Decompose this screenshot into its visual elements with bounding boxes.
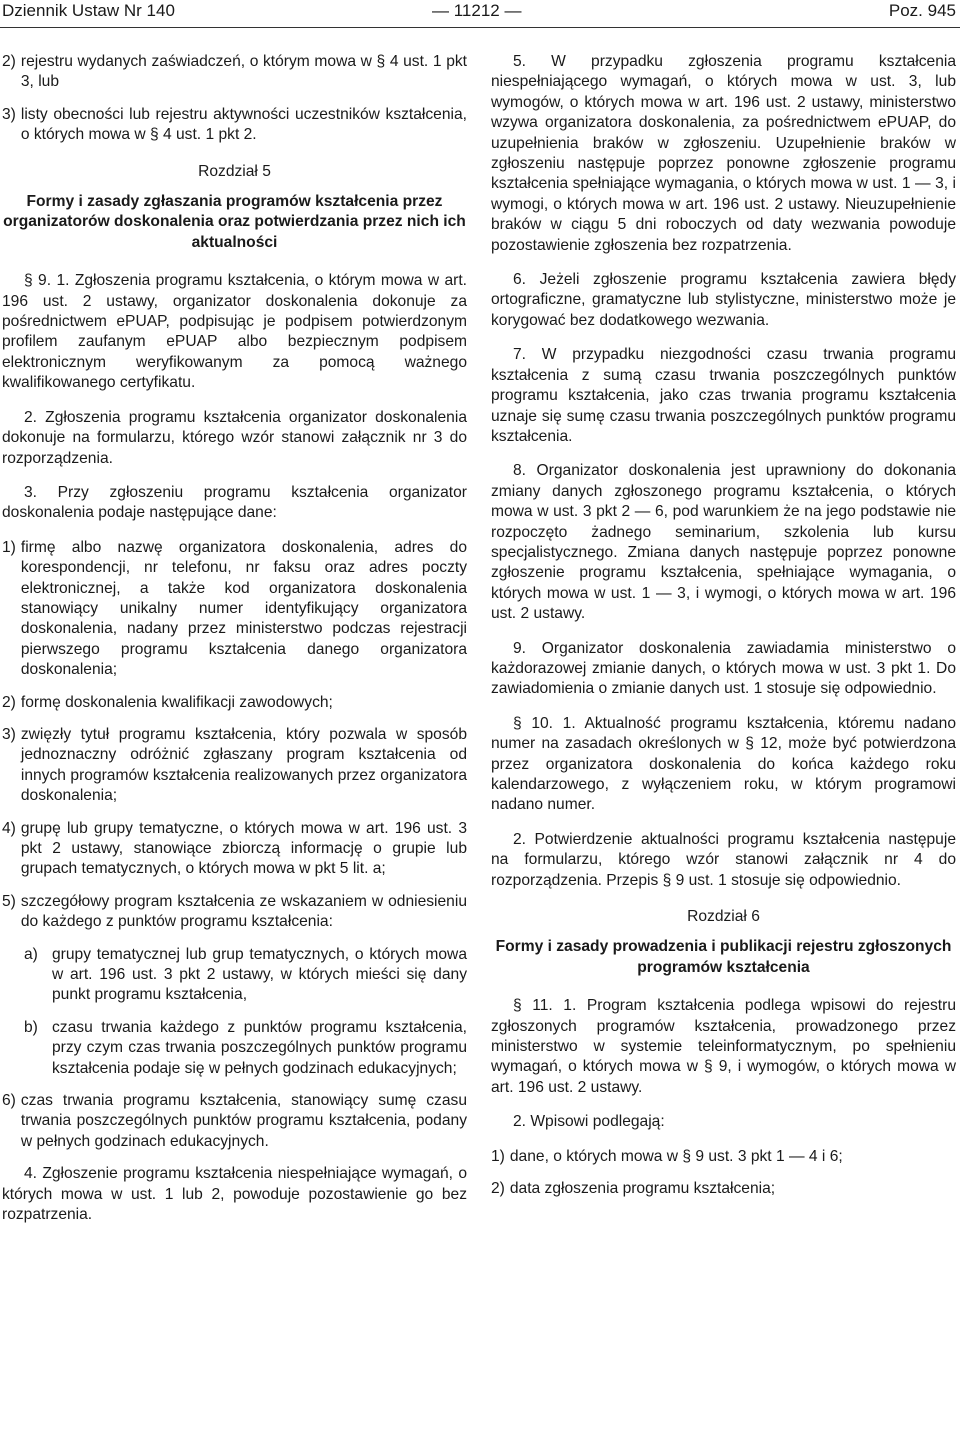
item-number: 5) xyxy=(2,892,16,910)
item-number: 6) xyxy=(2,1092,16,1110)
paragraph-9-8: 8. Organizator doskonalenia jest uprawniony do dokonania zmiany danych zgłoszonego programu kształcenia, o których mowa w ust. 3 pkt 2 — 6, pod warunkiem że na jego podstawie nie rozpoczęto żadnego seminarium, szkolenia lub kursu specjalistycznego. Zmiana danych następuje poprzez ponowne zgłoszenie programu kształcenia, spełniające wymagania, o których mowa w ust. 1 — 3, i wymogi, o których mowa w art. 196 ust. 2 ustawy. xyxy=(491,462,956,623)
list-item xyxy=(2,725,467,807)
sub-item-text: grupy tematycznej lub grup tematycznych, o których mowa w art. 196 ust. 3 pkt 2 ustawy, w których mieści się dany punkt programu kształcenia, xyxy=(52,945,467,1004)
chapter-6-label: Rozdział 6 xyxy=(687,908,760,926)
left-column xyxy=(2,52,467,1240)
paragraph-9-5: 5. W przypadku zgłoszenia programu kształcenia niespełniającego wymagań, o których mowa w ust. 3, lub wymogów, o których mowa w art. 196 ust. 2 ustawy, ministerstwo wzywa organizatora doskonalenia, za pośrednictwem ePUAP, do uzupełnienia braków w zgłoszeniu. Uzupełnienie braków w zgłoszeniu następuje poprzez ponowne zgłoszenie programu kształcenia spełniające wymagania, o których mowa w ust. 1 — 3, i wymogi, o których mowa w art. 196 ust. 2 ustawy. Nieuzupełnienie braków w ciągu 5 dni roboczych od daty wezwania powoduje pozostawienie zgłoszenia bez rozpatrzenia. xyxy=(491,53,956,254)
chapter-5-title: Formy i zasady zgłaszania programów kształcenia przez organizatorów doskonalenia oraz potwierdzania przez nich ich aktualności xyxy=(3,193,466,251)
page-number: — 11212 — xyxy=(432,1,522,20)
header-rule xyxy=(0,27,960,28)
paragraph-9-2: 2. Zgłoszenia programu kształcenia organizator doskonalenia dokonuje na formularzu, którego wzór stanowi załącznik nr 3 do rozporządzenia. xyxy=(2,408,467,467)
list-item xyxy=(491,1179,956,1199)
item-number: 3) xyxy=(2,105,16,123)
paragraph-9-6: 6. Jeżeli zgłoszenie programu kształcenia zawiera błędy ortograficzne, gramatyczne lub stylistyczne, ministerstwo może je korygować bez dodatkowego wezwania. xyxy=(491,271,956,329)
sub-list-item xyxy=(24,1018,467,1079)
chapter-6-title: Formy i zasady prowadzenia i publikacji rejestru zgłoszonych programów kształcenia xyxy=(495,938,952,976)
page-header xyxy=(0,0,960,26)
sub-list-item xyxy=(24,945,467,1006)
paragraph-9-9: 9. Organizator doskonalenia zawiadamia ministerstwo o każdorazowej zmianie danych, o których mowa w ust. 3 pkt 1. Do zawiadomienia o zmianie danych ust. 1 stosuje się odpowiednio. xyxy=(491,639,956,698)
item-number: 4) xyxy=(2,819,16,837)
list-item xyxy=(2,819,467,880)
item-text: czas trwania programu kształcenia, stanowiący sumę czasu trwania poszczególnych punktów programu kształcenia, podany w pełnych godzinach edukacyjnych. xyxy=(20,1092,467,1150)
item-text: grupę lub grupy tematyczne, o których mowa w art. 196 ust. 3 pkt 2 ustawy, stanowiące zbiorczą informację o grupie lub grupach tematycznych, o których mowa w pkt 5 lit. a; xyxy=(20,819,467,878)
item-text: data zgłoszenia programu kształcenia; xyxy=(509,1180,776,1198)
paragraph-10-2: 2. Potwierdzenie aktualności programu kształcenia następuje na formularzu, którego wzór stanowi załącznik nr 4 do rozporządzenia. Przepis § 9 ust. 1 stosuje się odpowiednio. xyxy=(491,830,956,889)
list-item xyxy=(2,693,467,713)
item-number: 2) xyxy=(491,1180,505,1198)
item-text: dane, o których mowa w § 9 ust. 3 pkt 1 — 4 i 6; xyxy=(509,1147,843,1165)
list-item xyxy=(2,538,467,681)
list-item xyxy=(2,105,467,146)
paragraph-9-7: 7. W przypadku niezgodności czasu trwania programu kształcenia z sumą czasu trwania poszczególnych punktów programu kształcenia, jako czas trwania programu kształcenia uznaje się sumę czasu trwania poszczególnych punktów programu kształcenia. xyxy=(491,346,956,445)
list-item xyxy=(2,1091,467,1152)
item-number: 2) xyxy=(2,693,16,711)
position-number: Poz. 945 xyxy=(888,1,956,20)
item-text: listy obecności lub rejestru aktywności uczestników kształcenia, o których mowa w § 4 ust. 1 pkt 2. xyxy=(20,105,467,144)
paragraph-9-4: 4. Zgłoszenie programu kształcenia niespełniające wymagań, o których mowa w ust. 1 lub 2, powoduje pozostawienie go bez rozpatrzenia. xyxy=(2,1165,467,1224)
item-text: formę doskonalenia kwalifikacji zawodowych; xyxy=(20,693,333,711)
sub-item-letter: a) xyxy=(24,945,38,963)
paragraph-9-3: 3. Przy zgłoszeniu programu kształcenia organizator doskonalenia podaje następujące dane: xyxy=(2,483,467,522)
item-text: zwięzły tytuł programu kształcenia, który pozwala w sposób jednoznaczny odróżnić zgłaszany program kształcenia od innych programów kształcenia realizowanych przez organizatora doskonalenia; xyxy=(20,725,467,805)
item-text: szczegółowy program kształcenia ze wskazaniem w odniesieniu do każdego z punktów programu kształcenia: xyxy=(20,892,467,931)
paragraph-10-1: § 10. 1. Aktualność programu kształcenia, któremu nadano numer na zasadach określonych w § 12, może być potwierdzona przez organizatora doskonalenia do końca każdego roku kalendarzowego, z wyłączeniem roku, w którym programowi nadano numer. xyxy=(491,714,956,814)
item-number: 1) xyxy=(491,1147,505,1165)
item-number: 3) xyxy=(2,725,16,743)
right-column xyxy=(491,52,956,1212)
paragraph-11-1: § 11. 1. Program kształcenia podlega wpisowi do rejestru zgłoszonych programów kształcenia, prowadzonego przez ministerstwo w systemie teleinformatycznym, po spełnieniu wymagań, o których mowa w § 9, i wymogów, o których mowa w art. 196 ust. 2 ustawy. xyxy=(491,997,956,1096)
item-number: 1) xyxy=(2,538,16,556)
item-text: rejestru wydanych zaświadczeń, o którym mowa w § 4 ust. 1 pkt 3, lub xyxy=(20,53,467,91)
chapter-5-label: Rozdział 5 xyxy=(198,162,271,180)
list-item xyxy=(491,1147,956,1167)
sub-item-text: czasu trwania każdego z punktów programu kształcenia, przy czym czas trwania poszczególnych punktów programu kształcenia podaje się w pełnych godzinach edukacyjnych; xyxy=(52,1018,467,1077)
list-item xyxy=(2,52,467,93)
list-item xyxy=(2,892,467,933)
paragraph-9-1: § 9. 1. Zgłoszenia programu kształcenia, o którym mowa w art. 196 ust. 2 ustawy, organizator doskonalenia dokonuje za pośrednictwem ePUAP, podpisując je podpisem potwierdzonym profilem zaufanym ePUAP albo bezpiecznym podpisem elektronicznym weryfikowanym za pomocą ważnego kwalifikowanego certyfikatu. xyxy=(2,272,467,392)
sub-item-letter: b) xyxy=(24,1018,38,1036)
journal-title: Dziennik Ustaw Nr 140 xyxy=(2,1,175,20)
item-number: 2) xyxy=(2,53,16,70)
item-text: firmę albo nazwę organizatora doskonalenia, adres do korespondencji, nr telefonu, nr faksu oraz adres poczty elektronicznej, a także kod organizatora doskonalenia stanowiący unikalny numer identyfikujący organizatora doskonalenia, nadany przez ministerstwo podczas rejestracji pierwszego programu kształcenia danego organizatora doskonalenia; xyxy=(20,538,467,679)
paragraph-11-2: 2. Wpisowi podlegają: xyxy=(513,1113,665,1131)
